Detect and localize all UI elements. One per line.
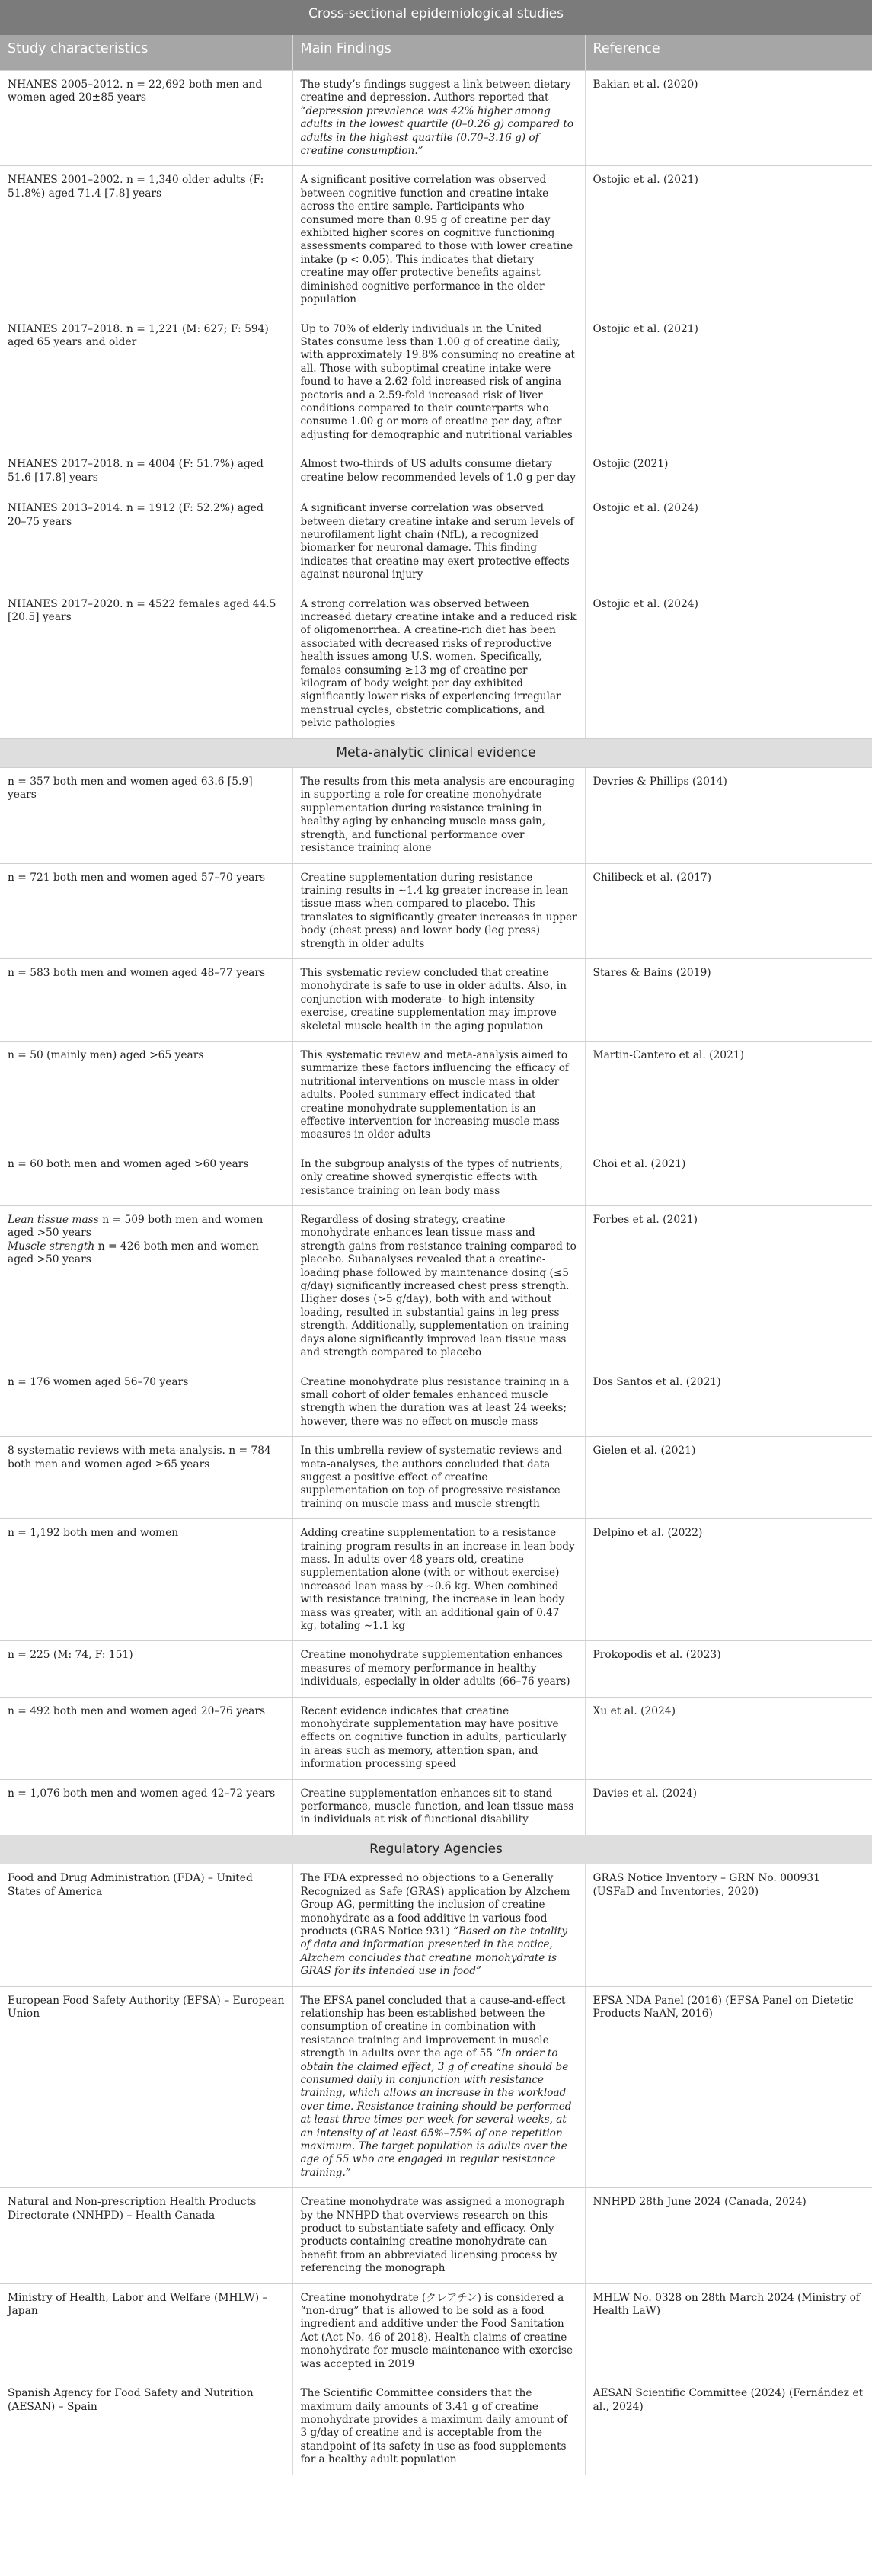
finding-text: This systematic review and meta-analysis aimed to summarize these factors influencing the efficacy of nutritional interventions on muscle mass in older adults. Pooled summary effect indicated that creatine monohydrate supplementation is an effective intervention for increasing muscle mass measures in older adults [300,1048,569,1141]
table-row [0,863,872,958]
finding-text: This systematic review concluded that creatine monohydrate is safe to use in older adults. Also, in conjunction with moderate- to high-intensity exercise, creatine supplementation may improve skeletal muscle health in the aging population [300,966,567,1032]
study-characteristics-cell: NHANES 2001–2002. n = 1,340 older adults (F: 51.8%) aged 71.4 [7.8] years [0,166,292,315]
finding-text: The FDA expressed no objections to a Generally Recognized as Safe (GRAS) application by Alzchem Group AG, permitting the inclusion of creatine monohydrate as a food additive in various food products (GRAS Notice 931) [300,1872,570,1938]
study-characteristics-cell: n = 176 women aged 56–70 years [0,1368,292,1437]
header-study: Study characteristics [0,35,292,71]
finding-text: In the subgroup analysis of the types of nutrients, only creatine showed synergistic effects with resistance training on lean body mass [300,1157,563,1197]
reference-cell: Choi et al. (2021) [585,1150,872,1205]
outcome-label: Lean tissue mass [8,1214,99,1227]
main-findings-cell [292,1864,585,1986]
reference-cell: Martin-Cantero et al. (2021) [585,1041,872,1150]
finding-text: Regardless of dosing strategy, creatine monohydrate enhances lean tissue mass and strength gains from resistance training compared to placebo. Subanalyses revealed that a creatine-loading phase followed by maintenance dosing (≤5 g/day) significantly increased chest press strength. Higher doses (>5 g/day), both with and without loading, resulted in substantial gains in leg press strength. Additionally, supplementation on training days alone significantly improved lean tissue mass and strength compared to placebo [300,1214,577,1359]
reference-cell: GRAS Notice Inventory – GRN No. 000931 (USFaD and Inventories, 2020) [585,1864,872,1986]
study-characteristics-cell: n = 60 both men and women aged >60 years [0,1150,292,1205]
header-findings: Main Findings [292,35,585,71]
finding-quote: “depression prevalence was 42% higher among adults in the lowest quartile (0–0.26 g) compared to adults in the highest quartile (0.70–3.16 g) of creatine consumption.” [300,104,574,158]
main-findings-cell [292,315,585,450]
finding-text: A significant positive correlation was observed between cognitive function and creatine intake across the entire sample. Participants who consumed more than 0.95 g of creatine per day exhibited higher scores on cognitive functioning assessments compared to those with lower creatine intake (p < 0.05). This indicates that dietary creatine may offer protective benefits against diminished cognitive performance in the older population [300,174,573,306]
finding-text: In this umbrella review of systematic reviews and meta-analyses, the authors concluded that data suggest a positive effect of creatine supplementation on top of progressive resistance training on muscle mass and muscle strength [300,1445,562,1510]
reference-cell: Chilibeck et al. (2017) [585,863,872,958]
study-characteristics-cell: n = 492 both men and women aged 20–76 years [0,1697,292,1779]
study-characteristics-cell: 8 systematic reviews with meta-analysis. n = 784 both men and women aged ≥65 years [0,1437,292,1519]
column-header-row [0,35,872,71]
main-findings-cell [292,1641,585,1697]
study-characteristics-cell: Ministry of Health, Labor and Welfare (MHLW) – Japan [0,2283,292,2379]
table-title-row [0,0,872,35]
table-row [0,315,872,450]
main-findings-cell [292,590,585,738]
reference-cell: Ostojic et al. (2024) [585,590,872,738]
main-findings-cell [292,1519,585,1641]
finding-text: A significant inverse correlation was observed between dietary creatine intake and serum levels of neurofilament light chain (NfL), a recognized biomarker for neuronal damage. This finding indicates that creatine may exert protective effects against neuronal injury [300,502,574,581]
main-findings-cell [292,2283,585,2379]
study-characteristics-cell: n = 721 both men and women aged 57–70 years [0,863,292,958]
reference-cell: Ostojic et al. (2021) [585,166,872,315]
reference-cell: Forbes et al. (2021) [585,1206,872,1368]
table-row [0,1519,872,1641]
main-findings-cell [292,450,585,494]
reference-cell: Delpino et al. (2022) [585,1519,872,1641]
study-characteristics-cell: NHANES 2017–2018. n = 4004 (F: 51.7%) aged 51.6 [17.8] years [0,450,292,494]
main-findings-cell [292,1779,585,1835]
table-row [0,958,872,1041]
table-row [0,590,872,738]
section-header-row [0,738,872,767]
table-row [0,1864,872,1986]
finding-text: The EFSA panel concluded that a cause-and-effect relationship has been established between the consumption of creatine in combination with resistance training and improvement in muscle strength in adults over the age of 55 [300,1994,566,2060]
outcome-label: Muscle strength [8,1240,95,1253]
finding-text: Creatine monohydrate plus resistance training in a small cohort of older females enhanced muscle strength when the duration was at least 24 weeks; however, there was no effect on muscle mass [300,1375,570,1428]
finding-text: Adding creatine supplementation to a resistance training program results in an increase in lean body mass. In adults over 48 years old, creatine supplementation alone (with or without exercise) increased lean mass by ∼0.6 kg. When combined with resistance training, the increase in lean body mass was greater, with an additional gain of 0.47 kg, totaling ∼1.1 kg [300,1527,575,1632]
main-findings-cell [292,1206,585,1368]
main-findings-cell [292,1368,585,1437]
table-row [0,768,872,863]
main-findings-cell [292,1986,585,2188]
table-title: Cross-sectional epidemiological studies [0,0,872,35]
reference-cell: Xu et al. (2024) [585,1697,872,1779]
finding-text: Creatine monohydrate was assigned a monograph by the NNHPD that overviews research on this product to substantiate safety and efficacy. Only products containing creatine monohydrate can benefit from an abbreviated licensing process by referencing the monograph [300,2196,565,2275]
table-row [0,1150,872,1205]
header-reference: Reference [585,35,872,71]
reference-cell: NNHPD 28th June 2024 (Canada, 2024) [585,2188,872,2283]
reference-cell: Ostojic et al. (2024) [585,494,872,590]
reference-cell: AESAN Scientific Committee (2024) (Fernández et al., 2024) [585,2379,872,2475]
finding-text: Creatine supplementation enhances sit-to-stand performance, muscle function, and lean tissue mass in individuals at risk of functional disability [300,1787,574,1826]
study-characteristics-cell [0,1206,292,1368]
section-header-row [0,1835,872,1864]
study-characteristics-cell: NHANES 2013–2014. n = 1912 (F: 52.2%) aged 20–75 years [0,494,292,590]
table-row [0,71,872,166]
finding-text: The results from this meta-analysis are encouraging in supporting a role for creatine monohydrate supplementation during resistance training in healthy aging by enhancing muscle mass gain, strength, and functional performance over resistance training alone [300,776,575,855]
reference-cell: Ostojic et al. (2021) [585,315,872,450]
table-body [0,71,872,2475]
outcome-text: n = 426 both men and women aged >50 years [8,1240,259,1266]
reference-cell: Devries & Phillips (2014) [585,768,872,863]
table-row [0,1986,872,2188]
table-row [0,1697,872,1779]
study-characteristics-cell: n = 50 (mainly men) aged >65 years [0,1041,292,1150]
reference-cell: Bakian et al. (2020) [585,71,872,166]
reference-cell: EFSA NDA Panel (2016) (EFSA Panel on Dietetic Products NaAN, 2016) [585,1986,872,2188]
main-findings-cell [292,958,585,1041]
study-characteristics-cell: European Food Safety Authority (EFSA) – European Union [0,1986,292,2188]
section-title: Regulatory Agencies [0,1835,872,1864]
main-findings-cell [292,1150,585,1205]
study-characteristics-cell: Spanish Agency for Food Safety and Nutrition (AESAN) – Spain [0,2379,292,2475]
main-findings-cell [292,863,585,958]
outcome-text: n = 509 both men and women aged >50 years [8,1214,264,1240]
reference-cell: Ostojic (2021) [585,450,872,494]
main-findings-cell [292,2188,585,2283]
main-findings-cell [292,1697,585,1779]
finding-text: Creatine monohydrate (クレアチン) is considered a “non-drug” that is allowed to be sold as a food ingredient and additive under the Food Sanitation Act (Act No. 46 of 2018). Health claims of creatine monohydrate for muscle maintenance with exercise was accepted in 2019 [300,2291,573,2370]
study-characteristics-cell: n = 583 both men and women aged 48–77 years [0,958,292,1041]
finding-quote: “In order to obtain the claimed effect, 3 g of creatine should be consumed daily in conjunction with resistance training, which allows an increase in the workload over time. Resistance training should be performed at least three times per week for several weeks, at an intensity of at least 65%–75% of one repetition maximum. The target population is adults over the age of 55 who are engaged in regular resistance training.” [300,2047,572,2179]
finding-quote: “Based on the totality of data and information presented in the notice, Alzchem concludes that creatine monohydrate is GRAS for its intended use in food” [300,1925,567,1978]
table-row [0,1368,872,1437]
reference-cell: Prokopodis et al. (2023) [585,1641,872,1697]
study-characteristics-cell: n = 1,076 both men and women aged 42–72 years [0,1779,292,1835]
table-row [0,450,872,494]
table-row [0,2188,872,2283]
finding-text: A strong correlation was observed between increased dietary creatine intake and a reduced risk of oligomenorrhea. A creatine-rich diet has been associated with decreased risks of reproductive health issues among U.S. women. Specifically, females consuming ≥13 mg of creatine per kilogram of body weight per day exhibited significantly lower risks of experiencing irregular menstrual cycles, obstetric complications, and pelvic pathologies [300,597,577,730]
study-characteristics-cell: n = 225 (M: 74, F: 151) [0,1641,292,1697]
table-row [0,166,872,315]
main-findings-cell [292,1041,585,1150]
finding-text: Creatine monohydrate supplementation enhances measures of memory performance in healthy individuals, especially in older adults (66–76 years) [300,1649,570,1688]
study-characteristics-cell: n = 357 both men and women aged 63.6 [5.9] years [0,768,292,863]
study-characteristics-cell: n = 1,192 both men and women [0,1519,292,1641]
main-findings-cell [292,494,585,590]
reference-cell: Stares & Bains (2019) [585,958,872,1041]
reference-cell: Gielen et al. (2021) [585,1437,872,1519]
main-findings-cell [292,768,585,863]
finding-text: The study’s findings suggest a link between dietary creatine and depression. Authors reported that [300,78,571,104]
table-row [0,1041,872,1150]
finding-text: Up to 70% of elderly individuals in the United States consume less than 1.00 g of creatine daily, with approximately 19.8% consuming no creatine at all. Those with suboptimal creatine intake were found to have a 2.62-fold increased risk of angina pectoris and a 2.59-fold increased risk of liver conditions compared to their counterparts who consume 1.00 g or more of creatine per day, after adjusting for demographic and nutritional variables [300,322,575,441]
reference-cell: MHLW No. 0328 on 28th March 2024 (Ministry of Health LaW) [585,2283,872,2379]
table-row [0,2283,872,2379]
table-row [0,1641,872,1697]
study-characteristics-cell: Natural and Non-prescription Health Products Directorate (NNHPD) – Health Canada [0,2188,292,2283]
finding-text: Creatine supplementation during resistance training results in ∼1.4 kg greater increase in lean tissue mass when compared to placebo. This translates to significantly greater increases in upper body (chest press) and lower body (leg press) strength in older adults [300,871,577,950]
table-row [0,494,872,590]
main-findings-cell [292,1437,585,1519]
study-characteristics-cell: Food and Drug Administration (FDA) – United States of America [0,1864,292,1986]
table-row [0,1206,872,1368]
finding-text: The Scientific Committee considers that the maximum daily amounts of 3.41 g of creatine monohydrate provides a maximum daily amount of 3 g/day of creatine and is acceptable from the standpoint of its safety in use as food supplements for a healthy adult population [300,2387,568,2466]
reference-cell: Davies et al. (2024) [585,1779,872,1835]
reference-cell: Dos Santos et al. (2021) [585,1368,872,1437]
main-findings-cell [292,71,585,166]
section-title: Meta-analytic clinical evidence [0,738,872,767]
table-row [0,1437,872,1519]
study-characteristics-cell: NHANES 2017–2018. n = 1,221 (M: 627; F: 594) aged 65 years and older [0,315,292,450]
main-findings-cell [292,166,585,315]
table-row [0,1779,872,1835]
table-row [0,2379,872,2475]
finding-text: Recent evidence indicates that creatine monohydrate supplementation may have positive effects on cognitive function in adults, particularly in areas such as memory, attention span, and information processing speed [300,1704,567,1771]
main-findings-cell [292,2379,585,2475]
finding-text: Almost two-thirds of US adults consume dietary creatine below recommended levels of 1.0 g per day [300,458,576,484]
study-characteristics-cell: NHANES 2005–2012. n = 22,692 both men and women aged 20±85 years [0,71,292,166]
study-characteristics-cell: NHANES 2017–2020. n = 4522 females aged 44.5 [20.5] years [0,590,292,738]
